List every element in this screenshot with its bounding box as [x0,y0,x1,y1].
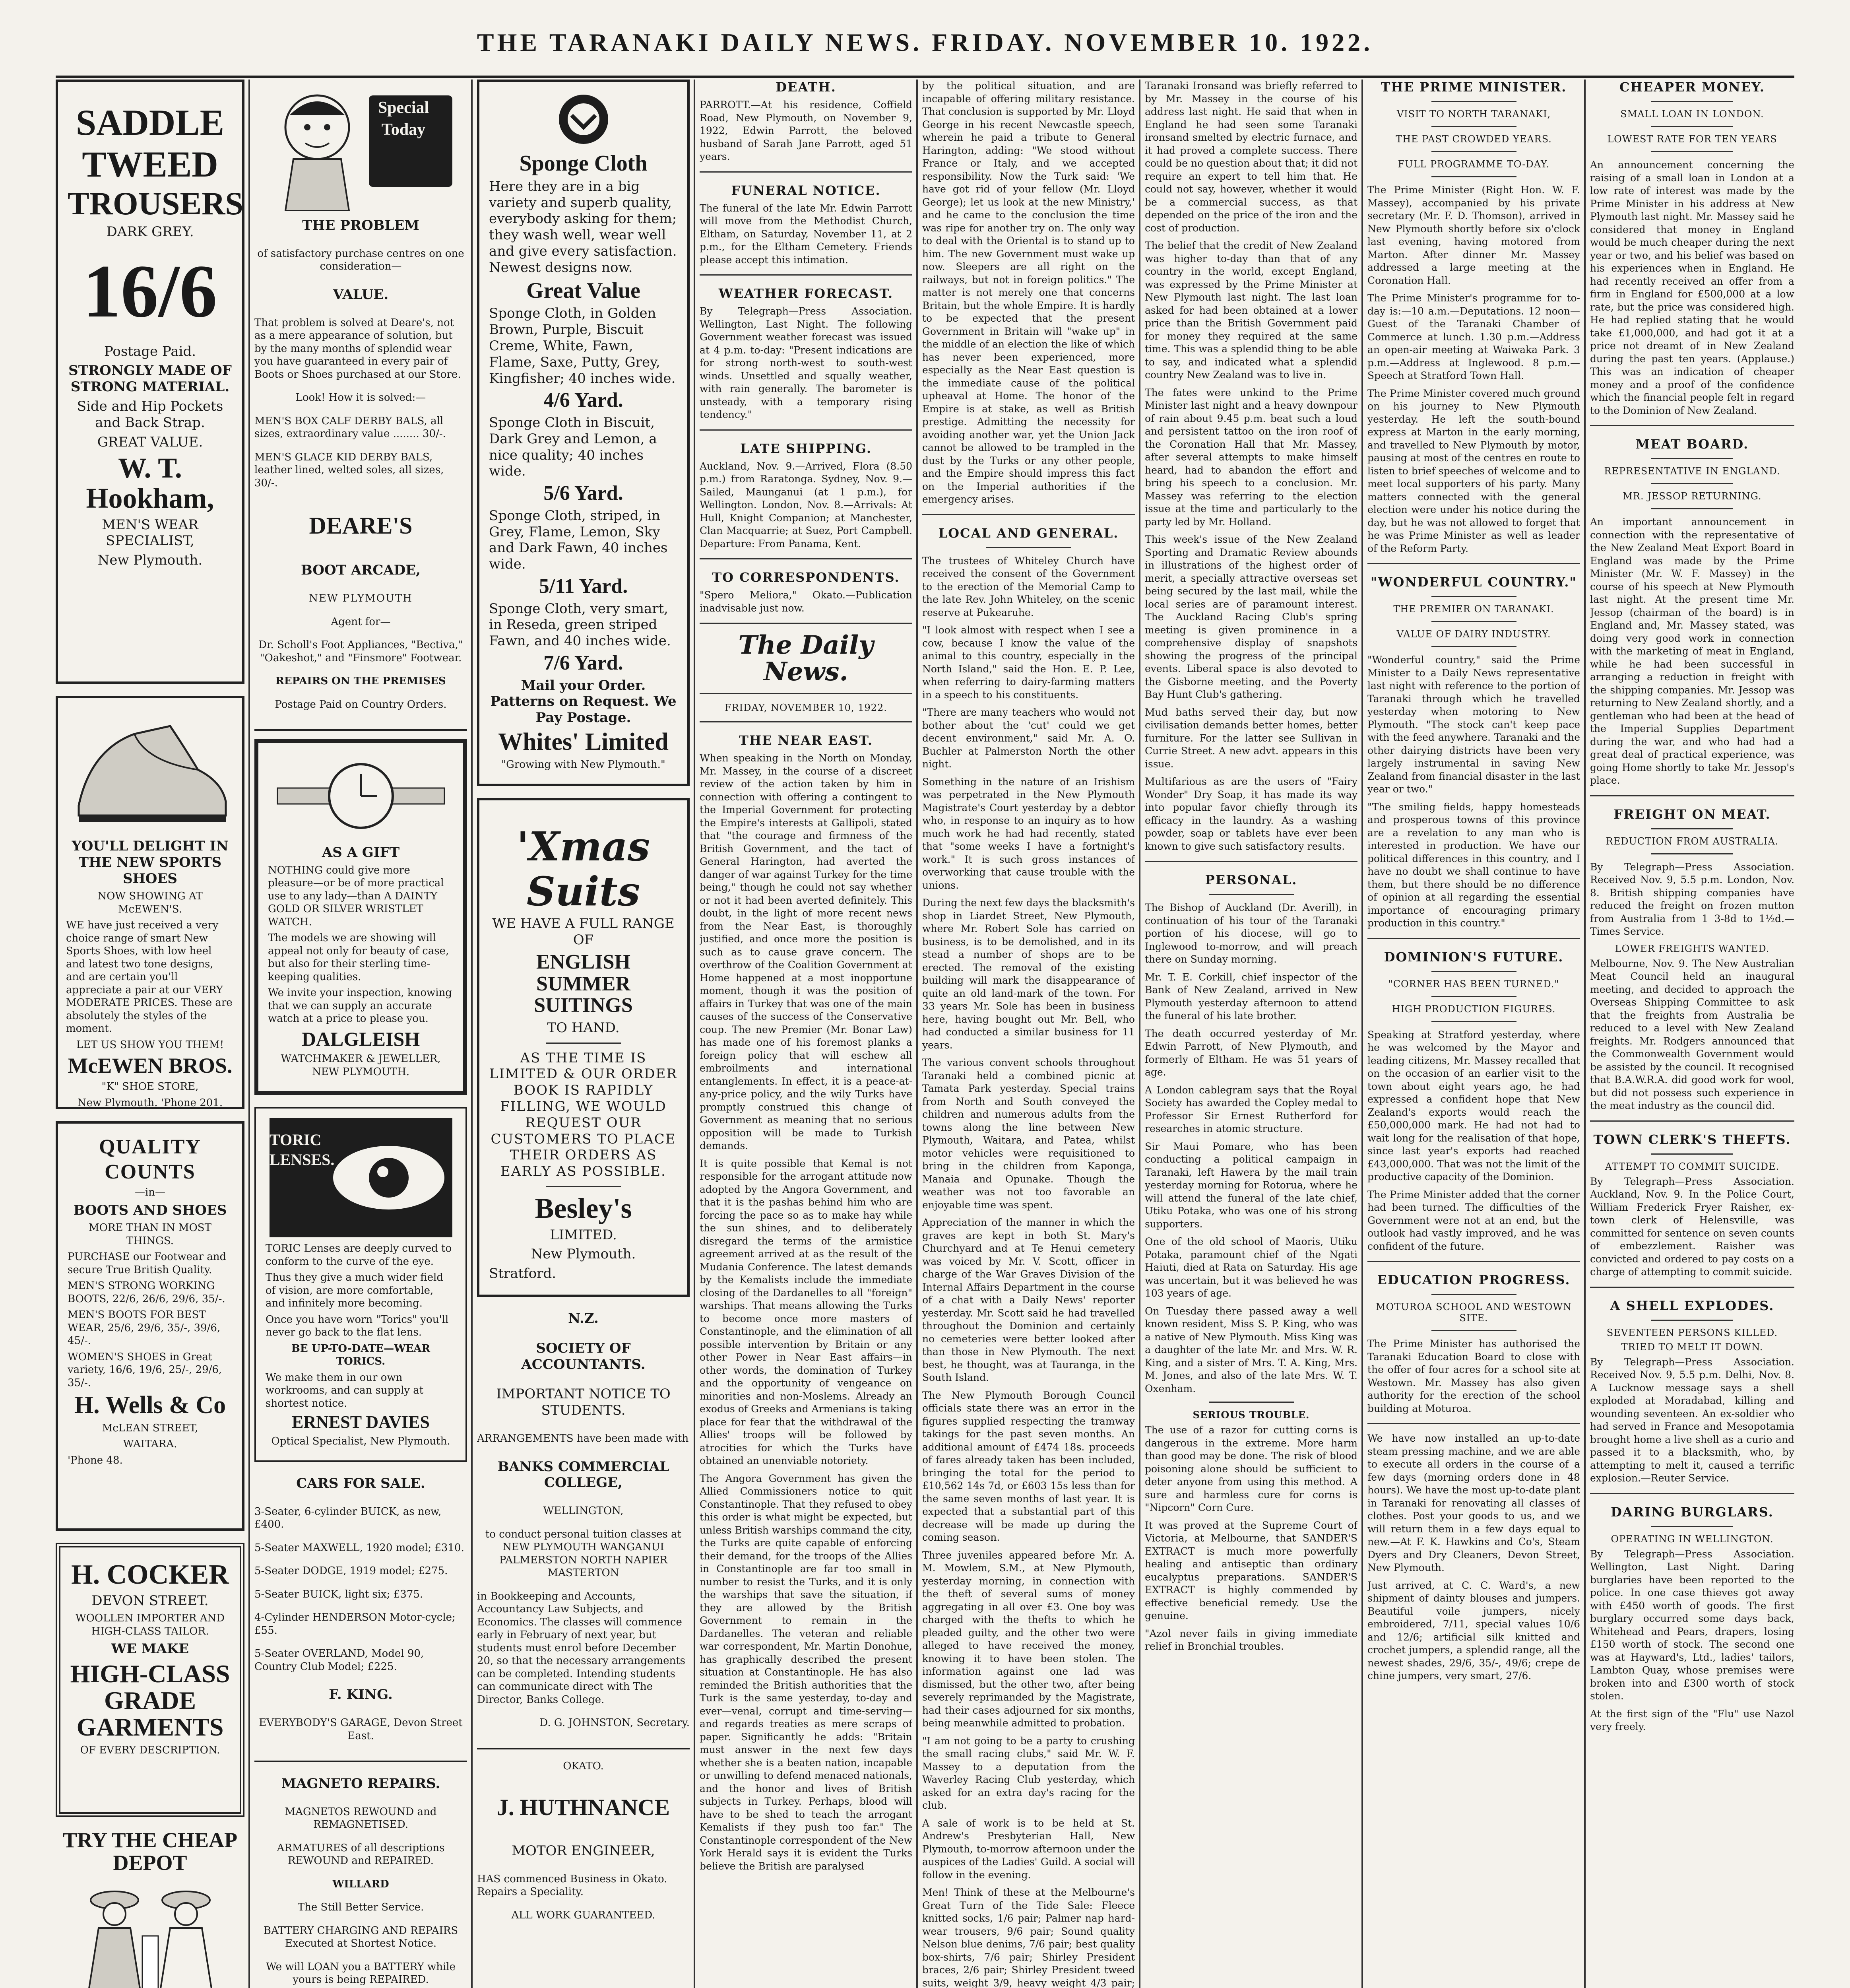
column-rule [1361,80,1363,1988]
ad-text: Look! How it is solved:— [295,392,426,404]
divider [1367,1261,1580,1262]
section-heading: TOWN CLERK'S THEFTS. [1593,1132,1791,1147]
ad-text: The models we are showing will appeal not only for beauty of case, but also for their sterling time-keeping qualities. [268,932,449,983]
article-text: "Wonderful country," said the Prime Minister to a Daily News representative last night with reference to the portion of Taranaki through which he travelled yesterday when motoring to New Plymouth. "The stock can't keep pace with the feed anywhere. Taranaki and the other dairying districts have been very largely instrumental in saving New Zealand from financial disaster in the last year or two." [1367,654,1580,795]
section-heading: LATE SHIPPING. [740,441,872,456]
ad-text: LIMITED. [550,1227,617,1243]
ad-text: Side and Hip Pockets and Back Strap. [77,398,223,431]
subheading: OPERATING IN WELLINGTON. [1611,1533,1774,1545]
divider [1651,151,1733,152]
article-text: Melbourne, Nov. 9. The New Australian Meat Council held an inaugural meeting, and decided to approach the Overseas Shipping Committee to ask that the freights from Australia be reduced to a level with New Zealand freights. Mr. Rodgers announced that the Commonwealth Government would be assisted by the council. It recognised that B.A.W.R.A. did good work for wool, but did not possess such experience in the meat industry as the council did. [1590,957,1794,1111]
article-text: By Telegraph—Press Association. Auckland, Nov. 9. In the Police Court, William Frederick Fryer Raisher, ex-town clerk of Helensville, was committed for sentence on seven counts of embezzlement. Raisher was convicted and ordered to pay costs on a charge of attempting to commit suicide. [1590,1175,1794,1277]
column-rule [471,80,473,1988]
advertiser-name: ERNEST DAVIES [292,1412,430,1432]
ad-text: WELLINGTON, [543,1505,624,1517]
ad-text: WE have just received a very choice range of smart New Sports Shoes, with low heel and latest two tone designs, and are certain you'll appreciate a pair at our VERY MODERATE PRICES. These are absolutely the styles of the moment. [66,919,233,1035]
column-rule [916,80,918,1988]
divider [1651,508,1733,509]
article-text: The belief that the credit of New Zealand was higher to-day than that of any country in the world, except England, was expressed by the Prime Minister at New Plymouth last night. The last loan asked for had been obtained at a lower price than the British Government paid for money they required at the same time. This was a splendid thing to be able to say, and indicated what a splendid country New Zealand was to live in. [1145,240,1357,381]
mcewen-advert [56,696,244,1109]
section-heading: EDUCATION PROGRESS. [1377,1272,1571,1287]
article-text: Sir Maui Pomare, who has been conducting a political campaign in Taranaki, left Hawera by the mail train yesterday morning for Rotorua, where he will attend the funeral of the late chief, Utiku Potaka, who was one of his strong supporters. [1145,1140,1357,1230]
column-rule [248,80,250,1988]
divider [1590,1493,1794,1494]
article-text: Appreciation of the manner in which the graves are kept in both St. Mary's Churchyard and at Te Henui cemetery was voiced by Mr. V. Scott, officer in charge of the War Graves Division of the Internal Affairs Department in the course of a chat with a Daily News' reporter yesterday. Mr. Scott said he had travelled throughout the Dominion and certainly no cemeteries were better looked after than those in New Plymouth. The next best, he thought, was at Tauranga, in the South Island. [922,1217,1135,1383]
ad-text: ALL WORK GUARANTEED. [511,1909,655,1921]
subheading: LOWEST RATE FOR TEN YEARS [1607,134,1777,145]
ad-text: in Bookkeeping and Accounts, Accountancy Law Subjects, and Economics. The classes will commence early in February of next year, but students must enrol before December 20, so that the necessary arrangements can be completed. Intending students can communicate direct with The Director, Banks College. [477,1590,685,1706]
divider [1431,621,1516,622]
article-text: The Prime Minister covered much ground on his journey to New Plymouth yesterday. He left the south-bound express at Marton in the early morning, and travelled to New Plymouth by motor, pausing at most of the centres en route to listen to brief speeches of welcome and to meet local supporters of his party. Many matters connected with the general election were under his notice during the day, but he was not allowed to forget that he was Prime Minister as well as leader of the Reform Party. [1367,387,1580,554]
divider [700,721,912,722]
ad-text: WE MAKE [111,1641,189,1657]
divider [1431,646,1516,647]
ad-headline: QUALITY [99,1136,201,1158]
ad-text: VALUE. [333,286,389,303]
article-text: The death occurred yesterday of Mr. Edwin Parrott, of New Plymouth, and formerly of Eltham. He was 51 years of age. [1145,1027,1357,1078]
ad-text: REPAIRS ON THE PREMISES [275,675,446,687]
article-text: It was proved at the Supreme Court of Victoria, at Melbourne, that SANDER'S EXTRACT is much more powerfully healing and antiseptic than ordinary eucalyptus preparations. SANDER'S EXTRACT is highly commended by effective beneficial remedy. Use the genuine. [1145,1519,1357,1621]
article-text: Just arrived, at C. C. Ward's, a new shipment of dainty blouses and jumpers. Beautiful voile jumpers, nicely embroidered, 7/11, special values 10/6 and 12/6; artificial silk knitted and crochet jumpers, a splendid range, all the newest shades, 29/6, 35/-, 49/6; crepe de chine jumpers, very smart, 27/6. [1367,1579,1580,1681]
ad-text: That problem is solved at Deare's, not as a mere appearance of solution, but by the many months of splendid wear you have guaranteed in every pair of Boots or Shoes purchased at our Store. [254,316,461,381]
article-text: Something in the nature of an Irishism was perpetrated in the New Plymouth Magistrate's Court yesterday by a debtor who, in response to an inquiry as to how much work he had had recently, stated that "some weeks I have a fortnight's work." It is such gross instances of overworking that cause trouble with the unions. [922,776,1135,891]
column-7 [1367,80,1580,1988]
ad-text: AS THE TIME IS LIMITED & OUR ORDER BOOK IS RAPIDLY FILLING, WE WOULD REQUEST OUR CUSTOMERS TO PLACE THEIR ORDERS AS EARLY AS POSSIBLE. [489,1050,677,1180]
ad-text: Dr. Scholl's Foot Appliances, "Bectiva," "Oakeshot," and "Finsmore" Footwear. [258,639,463,664]
leader-heading: THE NEAR EAST. [739,733,873,748]
ad-text: BANKS COMMERCIAL COLLEGE, [497,1458,669,1491]
article-text: At the first sign of the "Flu" use Nazol very freely. [1590,1708,1794,1732]
shoe-illustration [67,702,234,833]
advertiser-name: J. HUTHNANCE [496,1794,670,1821]
advertiser-name: Besley's [535,1192,632,1225]
ad-headline: TRY THE CHEAP DEPOT [62,1828,238,1875]
ad-text: WOOLLEN IMPORTER AND HIGH-CLASS TAILOR. [75,1612,225,1637]
advertiser-name: DALGLEISH [301,1027,420,1050]
article-text: Multifarious as are the users of "Fairy Wonder" Dry Soap, it has made its way into popular favor chiefly through its efficacy in the laundry. As a washing powder, soap or tablets have ever been known to give such satisfactory results. [1145,776,1357,852]
section-heading: TO CORRESPONDENTS. [712,570,900,585]
advertiser-name: McEWEN BROS. [68,1054,233,1078]
ad-headline: Suits [526,868,640,915]
price: 16/6 [83,250,217,334]
ad-text: to conduct personal tuition classes at NEW PLYMOUTH WANGANUI PALMERSTON NORTH NAPIER MASTERTON [485,1528,682,1579]
article-text: "Azol never fails in giving immediate relief in Bronchial troubles. [1145,1627,1357,1652]
ad-text: PURCHASE our Footwear and secure True British Quality. [68,1251,227,1276]
ad-text: Once you have worn "Torics" you'll never go back to the flat lens. [266,1313,449,1339]
davies-advert [254,1107,467,1462]
ad-text: WAITARA. [123,1438,177,1450]
ad-text: MAGNETOS REWOUND and REMAGNETISED. [285,1806,437,1831]
article-text: When speaking in the North on Monday, Mr. Massey, in the course of a discreet review of the action taken by him in connection with offering a contingent to the Imperial Government for protecting the Empire's interests at Gallipoli, stated that "the courage and firmness of the British Government, and the tact of General Harington, had averted the danger of war against Turkey for the time being," though he could not say whether or not it had been averted definitely. This doubt, in the light of more recent news from the Near East, is thoroughly justified, and once more the position is such as to cause grave concern. The overthrow of the Coalition Government at Home happened at a most inopportune moment, though it was the position of affairs in Turkey that was one of the main causes of the success of the Conservative coup. The new Premier (Mr. Bonar Law) has made one of his foremost planks a foreign policy that will eschew all embroilments and international entanglements. In effect, it is a peace-at-any-price policy, and the wily Turks have promptly construed this change of Government as meaning that no serious opposition will be made to Turkish demands. [700,752,912,1152]
ad-text: Postage Paid. [104,343,196,359]
ad-headline: YOU'LL DELIGHT IN THE NEW SPORTS SHOES [72,838,229,887]
ad-headline: SADDLE [76,102,225,143]
ad-headline: LENSES. [270,1151,335,1169]
ad-text: New Plymouth. [531,1246,636,1262]
article-text: A sale of work is to be held at St. Andrew's Presbyterian Hall, New Plymouth, to-morrow afternoon under the auspices of the Ladies' Guild. A social will follow in the evening. [922,1817,1135,1881]
subheading: ATTEMPT TO COMMIT SUICIDE. [1605,1161,1780,1172]
article-text: A London cablegram says that the Royal Society has awarded the Copley medal to Professor Sir Ernest Rutherford for researches in atomic structure. [1145,1084,1357,1134]
ad-text: We make them in our own workrooms, and can supply at shortest notice. [266,1371,424,1409]
ad-text: BE UP-TO-DATE—WEAR TORICS. [291,1342,431,1368]
article-text: "I look almost with respect when I see a cow, because I know the value of the animal to this country, especially in the North Island," said the Hon. E. P. Lee, when referring to dairy-farming matters in a speech to his constituents. [922,624,1135,701]
divider [1367,563,1580,564]
price: 5/6 Yard. [543,482,623,505]
divider [1431,996,1516,997]
ad-text: "Growing with New Plymouth." [501,758,665,771]
ad-text: Sponge Cloth, very smart, in Reseda, green striped Fawn, and 40 inches wide. [489,600,671,649]
divider [1431,126,1516,127]
ad-headline: ENGLISH SUMMER SUITINGS [534,951,633,1017]
ad-headline: Sponge Cloth [519,151,648,176]
divider [1431,1330,1516,1331]
ad-text: MEN'S BOOTS FOR BEST WEAR, 25/6, 29/6, 35/-, 39/6, 45/-. [68,1309,221,1347]
section-heading: FREIGHT ON MEAT. [1613,806,1771,822]
ad-text: OKATO. [563,1760,604,1772]
advertiser-name: H. Wells & Co [74,1392,226,1419]
ad-text: MEN'S WEAR SPECIALIST, [102,516,198,549]
subheading: SEVENTEEN PERSONS KILLED. [1606,1327,1778,1338]
price: 7/6 Yard. [543,651,623,674]
article-text: Three juveniles appeared before Mr. A. M. Mowlem, S.M., at New Plymouth, yesterday morning, in connection with the theft of several sums of money aggregating in all over £3. One boy was charged with the thefts to which he pleaded guilty, and the other two were alleged to have received the money, knowing it to have been stolen. The information against one lad was dismissed, but the other two, after being severely reprimanded by the Magistrate, had their cases adjourned for six months, being meanwhile admitted to probation. [922,1549,1135,1729]
column-rule [1139,80,1140,1988]
column-6 [1145,80,1357,1988]
ad-text: IMPORTANT NOTICE TO STUDENTS. [496,1386,671,1419]
ad-headline: Great Value [526,278,640,303]
sign-text: Special Today [378,99,429,139]
divider [700,623,912,624]
ad-text: ARRANGEMENTS have been made with [477,1433,689,1444]
divider [1431,596,1516,597]
dalgleish-advert [254,739,467,1095]
subheading: "CORNER HAS BEEN TURNED." [1388,978,1559,990]
notice-text: By Telegraph—Press Association. Wellington, Last Night. The following Government weather forecast was issued at 4 p.m. to-day: "Present indications are for strong north-west to south-west winds. Unsettled and squally weather, with rain generally. The barometer is unsteady, with a temporary rising tendency." [700,305,912,420]
divider [1651,101,1733,102]
column-4 [700,80,912,1988]
ad-text: WE HAVE A FULL RANGE OF [492,916,675,948]
section-heading: DEATH. [776,80,836,95]
ad-headline: 'Xmas [516,823,650,870]
divider [1367,1423,1580,1424]
article-text: Mud baths served their day, but now civilisation demands better homes, better furniture. For the latter see Sullivan in Currie Street. A new advt. appears in this issue. [1145,706,1357,770]
ad-text: STRONGLY MADE OF STRONG MATERIAL. [68,363,232,395]
divider [1651,483,1733,484]
ad-headline: HIGH-CLASS GRADE GARMENTS [70,1660,230,1741]
notice-text: Auckland, Nov. 9.—Arrived, Flora (8.50 p.m.) from Raratonga. Sydney, Nov. 9.—Sailed, Maunganui (at 1 p.m.), for Wellington. London, Nov. 8.—Arrivals: At Hull, Knight Companion; at Manchester, Clan Macquarrie; at Suez, Port Campbell. Departure: From Panama, Kent. [700,460,912,549]
ad-text: MEN'S BOX CALF DERBY BALS, all sizes, extraordinary value ........ 30/-. [254,415,446,440]
car-item: 5-Seater BUICK, light six; £375. [254,1588,423,1600]
subheading: REDUCTION FROM AUSTRALIA. [1606,835,1779,847]
divider [1431,971,1516,972]
article-text: This week's issue of the New Zealand Sporting and Dramatic Review abounds in illustrations of the highest order of merit, a specially attractive overseas set being secured by the last mail, while the local series are of paramount interest. The Auckland Racing Club's spring meeting is given prominence in a comprehensive display of snapshots showing the progress of the principal events. Liberal space is also devoted to the Gisborne meeting, and the Poverty Bay Hunt Club's gathering. [1145,534,1357,700]
article-text: The Bishop of Auckland (Dr. Averill), in continuation of his tour of the Taranaki portion of his diocese, will go to Inglewood to-morrow, and will preach there on Sunday morning. [1145,902,1357,965]
hookham-advert [56,80,244,684]
subheading: LOWER FREIGHTS WANTED. [1615,943,1770,954]
ad-text: WATCHMAKER & JEWELLER, NEW PLYMOUTH. [281,1053,441,1078]
article-text: Men! Think of these at the Melbourne's Great Turn of the Tide Sale: Fleece knitted socks, 1/6 pair; Palmer nap hard-wear trousers, 9/6 pair; Sound quality Nelson blue denims, 7/6 pair; best quality box-shirts, 7/6 pair; Shirley President braces, 2/6 pair; Shirley President tweed suits, weight 3/9, heavy weight 4/3 pair; [922,1887,1135,1988]
article-text: Mr. T. E. Corkill, chief inspector of the Bank of New Zealand, arrived in New Plymouth yesterday afternoon to attend the funeral of his late brother. [1145,971,1357,1021]
divider [1431,1021,1516,1022]
ad-text: Mail your Order. Patterns on Request. We Pay Postage. [490,677,677,726]
divider [1651,1526,1733,1527]
cars-advert [254,1475,467,1762]
divider [1651,828,1733,829]
article-text: The Prime Minister has authorised the Taranaki Education Board to close with the offer of four acres for a school site at Westown. Mr. Massey has also given authority for the erection of the school building at Moturoa. [1367,1338,1580,1414]
section-heading: MEAT BOARD. [1635,437,1749,452]
advertiser-name: H. COCKER [71,1559,229,1590]
article-text: We have now installed an up-to-date steam pressing machine, and we are able to execute all orders in the course of a few days (morning orders done in 48 hours). We have the most up-to-date plant in Taranaki for renovating all classes of clothes. Post your goods to us, and we will return them in a few days equal to new.—At F. K. Hawkins and Co's, Steam Dyers and Dry Cleaners, Devon Street, New Plymouth. [1367,1433,1580,1573]
article-text: The Prime Minister (Right Hon. W. F. Massey), accompanied by his private secretary (Mr. F. D. Thomson), arrived in New Plymouth shortly before six o'clock last evening, having motored from Marton. After dinner Mr. Massey addressed a large meeting at the Coronation Hall. [1367,184,1580,286]
subheading: TRIED TO MELT IT DOWN. [1621,1341,1763,1353]
divider [1651,126,1733,127]
ad-text: BATTERY CHARGING AND REPAIRS Executed at Shortest Notice. [263,1924,458,1950]
notice-text: "Spero Meliora," Okato.—Publication inadvisable just now. [700,589,912,614]
column-8 [1590,80,1794,1988]
ad-text: NEW PLYMOUTH [309,592,413,605]
ad-text: WILLARD [332,1878,389,1890]
article-text: The various convent schools throughout Taranaki held a combined picnic at Tamata Park yesterday. Special trains from North and South conveyed the children and numerous adults from the towns along the line between New Plymouth, Waitara, and Patea, whilst motor vehicles were requisitioned to bring in the children from Kaponga, Manaia and Opunake. Though the weather was not too favorable an enjoyable time was spent. [922,1057,1135,1211]
divider [1431,176,1516,177]
article-text: "The smiling fields, happy homesteads and prosperous towns of this province are a revelation to any man who is interested in production. We have our political differences in this country, and I have no doubt we shall continue to have them, but there should be no difference of opinion at all regarding the essential importance of encouraging primary production in this country." [1367,801,1580,929]
ad-text: DEVON STREET. [91,1592,209,1609]
ad-text: OF EVERY DESCRIPTION. [80,1744,220,1756]
divider [1651,1153,1733,1155]
subheading: THE PAST CROWDED YEARS. [1396,134,1552,145]
advertiser-name: Whites' Limited [498,728,669,755]
ad-headline: COUNTS [105,1160,196,1183]
ad-text: —in— [134,1186,166,1199]
ad-text: LET US SHOW YOU THEM! [76,1039,224,1051]
article-text: "I am not going to be a party to crushing the small racing clubs," said Mr. W. F. Massey to a deputation from the Waverley Racing Club yesterday, which asked for an extra day's racing for the club. [922,1735,1135,1811]
divider [1590,1120,1794,1122]
ad-text: New Plymouth. [97,552,203,569]
ad-text: We will LOAN you a BATTERY while yours is being REPAIRED. [266,1961,456,1986]
divider [1367,938,1580,939]
magneto-advert [254,1776,467,1988]
ad-text: MORE THAN IN MOST THINGS. [89,1222,211,1247]
ad-text: Postage Paid on Country Orders. [275,698,447,711]
subheading: REPRESENTATIVE IN ENGLAND. [1604,466,1780,477]
section-heading: PERSONAL. [1205,872,1297,887]
ad-text: "K" SHOE STORE, [101,1081,199,1093]
advertiser-name: F. KING. [329,1687,393,1703]
ad-text: ARMATURES of all descriptions REWOUND and REPAIRED. [277,1842,445,1867]
article-text: During the next few days the blacksmith's shop in Liardet Street, New Plymouth, where Mr. Robert Sole has carried on business, is to be demolished, and in its stead a number of shops are to be erected. The removal of the existing building will mark the disappearance of quite an old land-mark of the town. For 33 years Mr. Sole has been in business here, having bought out Mr. Bell, who had conducted a similar business for 11 years. [922,897,1135,1051]
ad-text: MEN'S GLACE KID DERBY BALS, leather lined, welted soles, all sizes, 30/-. [254,451,444,489]
ad-headline: TORIC [270,1131,322,1149]
subheading: HIGH PRODUCTION FIGURES. [1392,1003,1556,1015]
divider [1431,151,1516,152]
notice-text: PARROTT.—At his residence, Coffield Road, New Plymouth, on November 9, 1922, Edwin Parrott, the beloved husband of Sarah Jane Parrott, aged 51 years. [700,99,912,162]
car-item: 5-Seater MAXWELL, 1920 model; £310. [254,1541,464,1554]
ad-text: Thus they give a much wider field of vision, are more comfortable, and infinitely more becoming. [266,1272,443,1310]
article-text: The fates were unkind to the Prime Minister last night and a heavy downpour of rain about 9.45 p.m. beat such a loud and persistent tattoo on the iron roof of the Coronation Hall that Mr. Massey, after several attempts to make himself heard, had to abandon the effort and bring his speech to a conclusion. Mr. Massey was referring to the election issue at the time and particularly to the party led by Mr. Holland. [1145,386,1357,528]
divider [922,514,1135,515]
divider [700,274,912,276]
article-text: The use of a razor for cutting corns is dangerous in the extreme. More harm than good may be done. The risk of blood poisoning alone should be sufficient to deter anyone from using this method. A sure and harmless cure for corns is "Nipcorn" Corn Cure. [1145,1424,1357,1513]
article-text: The trustees of Whiteley Church have received the consent of the Government to the erection of the Memorial Camp to the late Rev. John Whiteley, on the scenic reserve at Pukearuhe. [922,555,1135,618]
ad-headline: AS A GIFT [322,845,400,861]
ad-headline: TROUSERS [68,185,244,222]
section-heading: A SHELL EXPLODES. [1610,1298,1774,1313]
masthead: THE TARANAKI DAILY NEWS. FRIDAY. NOVEMBER 10. 1922. [477,28,1373,56]
divider [700,558,912,559]
divider [1209,1402,1294,1403]
cocker-advert [56,1543,244,1817]
ad-text: Sponge Cloth in Biscuit, Dark Grey and Lemon, a nice quality; 40 inches wide. [489,414,657,480]
divider [1651,1320,1733,1321]
divider [1145,861,1357,862]
article-text: An important announcement in connection with the representative of the New Zealand Meat Export Board in England was made by the Prime Minister (Mr. W. F. Massey) in the course of his speech at New Plymouth last night. At the present time Mr. Jessop (chairman of the board) is in England and, Mr. Massey stated, was doing very good work in connection with the marketing of meat in England, while he had been successful in arranging a reduction in freight with the shipping companies. Mr. Jessop was returning to New Zealand shortly, and a gentleman who had been at the head of the Imperial Supplies Department during the war, and who had had a great deal of practical experience, was going Home shortly to take Mr. Jessop's place. [1590,516,1794,786]
huthnance-advert [477,1760,690,1922]
ad-text: BOOTS AND SHOES [73,1202,227,1218]
besley-advert [477,798,690,1297]
ad-text: TO HAND. [547,1019,620,1036]
subheading: VALUE OF DAIRY INDUSTRY. [1396,629,1551,640]
article-text: An announcement concerning the raising of a small loan in London at a low rate of interest was made by the Prime Minister in his address at New Plymouth last night. Mr. Massey said he considered that money in England would be much cheaper during the next year or two, and his belief was based on his experiences when in England. He had recently received an offer from a firm in England for £500,000 at a low rate, but the price was considered high. He had replied stating that he would take £1,000,000, and had got it at a price not dreamt of in New Zealand during the past ten years. (Applause.) This was an indication of cheaper money and a proof of the confidence which the financial people felt in regard to the Dominion of New Zealand. [1590,159,1794,416]
section-heading: WEATHER FORECAST. [718,286,894,301]
article-text: Speaking at Stratford yesterday, where he was welcomed by the Mayor and leading citizens, Mr. Massey recalled that on the occasion of an earlier visit to the town about eight years ago, he had expressed a confident hope that New Zealand's exports would reach the £50,000,000 mark. He had not had to wait long for the realisation of that hope, since last year's exports had reached £43,000,000. That was not the limit of the productive capacity of the Dominion. [1367,1029,1580,1182]
masthead-rule [56,76,1794,78]
ad-headline: MAGNETO REPAIRS. [281,1776,440,1792]
article-text: Taranaki Ironsand was briefly referred to by Mr. Massey in the course of his address last night. He said that when in England he had seen some Taranaki ironsand smelted by electric furnace, and it had proved a complete success. There could be no question about that; it did not require an expert to tell him that. He could not say, however, whether it would be a commercial success, as that depended on the price of the iron and the cost of production. [1145,80,1357,234]
section-heading: LOCAL AND GENERAL. [938,525,1119,541]
article-text: It is quite possible that Kemal is not responsible for the arrogant attitude now adopted by the Angora Government, and that it is the pashas behind him who are forcing the pace so as to make hay while the sun shines, and to deliberately disregard the terms of the armistice agreement arrived at as the result of the Mudania Conference. The latest demands by the Kemalists include the immediate closing of the Dardanelles to all "foreign" warships. That means allowing the Turks to become once more masters of Constantinople, and the elimination of all possible intervention by Britain or any other Power in Near East affairs—in other words, the domination of Turkey and the opportunity of vengeance on minorities and non-Moslems. Already an exodus of Greeks and Armenians is taking place for fear that the withdrawal of the Allies' troops will be followed by atrocities for which the Turks have obtained an unenviable notoriety. [700,1157,912,1467]
car-item: 5-Seater DODGE, 1919 model; £275. [254,1565,448,1577]
ad-text: NOW SHOWING AT McEWEN'S. [97,890,203,915]
ad-text: The Still Better Service. [297,1901,424,1914]
ad-text: 'Phone 48. [68,1454,123,1466]
whites-service-emblem [556,91,611,147]
car-item: 3-Seater, 6-cylinder BUICK, as new, £400. [254,1505,442,1531]
deare-advert [254,80,467,731]
article-text: "There are many teachers who would not bother about the 'cut' could we get decent environment," said Mr. A. O. Buchler at Palmerston North the other night. [922,707,1135,770]
section-heading: THE PRIME MINISTER. [1381,80,1567,95]
ad-text: Stratford. [489,1266,557,1282]
ad-text: MOTOR ENGINEER, [512,1842,655,1859]
issue-date: FRIDAY, NOVEMBER 10, 1922. [725,702,887,714]
ad-text: New Plymouth. 'Phone 201. [77,1097,223,1109]
ad-text: HAS commenced Business in Okato. Repairs a Speciality. [477,1873,667,1898]
paper-nameplate: The Daily News. [738,630,874,687]
article-text: One of the old school of Maoris, Utiku Potaka, paramount chief of the Ngati Haiuti, died at Rata on Saturday. His age was uncertain, but it was believed he was 103 years of age. [1145,1236,1357,1299]
ladies-illustration [67,1876,234,1988]
divider [1590,795,1794,796]
article-text: The Angora Government has given the Allied Commissioners notice to quit Constantinople. That they refused to obey this order is what might be expected, but unless British warships command the city, the Turks are quite capable of enforcing their demand, for the troops of the Allies in Constantinople are far too small in number to resist the Turks, and it is only the warships that save the situation, if they are allowed by the British Government to remain in the Dardanelles. The veteran and reliable war correspondent, Mr. Martin Donohue, has graphically described the present situation at Constantinople. He has also reminded the British authorities that the Turk is the same yesterday, to-day and ever—venal, corrupt and time-serving—and regards treaties as mere scraps of paper. Significantly he adds: "Britain must answer in the next few days whether she is a beaten nation, incapable or unwilling to defend menaced nationals, and the honor and lives of British subjects in Turkey. Perhaps, blood will have to be shed to teach the arrogant Kemalists if they push too far." The Constantinople correspondent of the New York Herald says it is evident the Turks believe the British are paralysed [700,1472,912,1872]
column-5 [922,80,1135,1988]
ad-headline: SOCIETY OF ACCOUNTANTS. [521,1340,646,1373]
subheading: MOTUROA SCHOOL AND WESTOWN SITE. [1375,1301,1572,1324]
lepage-advert [56,1829,244,1988]
divider [546,1043,621,1044]
advertiser-name: W. T. Hookham, [86,452,214,514]
section-heading: DOMINION'S FUTURE. [1384,949,1564,965]
ad-text: Agent for— [331,615,391,628]
divider [1431,101,1516,102]
price: 4/6 Yard. [543,389,623,412]
notice-text: The funeral of the late Mr. Edwin Parrott will move from the Methodist Church, Eltham, on Saturday, November 11, at 2 p.m., for the Eltham Cemetery. Friends please accept this intimation. [700,202,912,266]
section-heading: SERIOUS TROUBLE. [1193,1409,1310,1421]
section-heading: DARING BURGLARS. [1611,1504,1774,1520]
article-text: By Telegraph—Press Association. Received Nov. 9, 5.5 p.m. Delhi, Nov. 8. A Lucknow message says a shell exploded at Moradabad, killing and wounding seventeen. An ex-soldier who had served in France and Mesopotamia brought home a live shell as a curio and passed it to a blacksmith, who, by attempting to melt it, caused a terrific explosion.—Reuter Service. [1590,1356,1794,1484]
divider [1651,853,1733,854]
article-text: by the political situation, and are incapable of offering military resistance. That conclusion is supported by Mr. Lloyd George in his recent Newcastle speech, wherein he paid a tribute to General Harington, adding: "We stood without France or Italy, and we accepted responsibility. Now the Turk said: 'We have got rid of your fellow (Mr. Lloyd George); let us look at the new Ministry,' and he came to the conclusion the time was ripe for another try on. The only way to deal with the Oriental is to stand up to him. The new Government must wake up now. Sleepers are all right on the railways, but not in foreign politics." The matter is not merely one that concerns Britain, but the whole Empire. It is hardly to be expected that the present Government in Britain will "wake up" in the middle of an election the like of which has never been experienced, more especially as the Near East question is the immediate cause of the political upheaval at Home. The honor of the Empire is at stake, as well as British prestige. Admitting the necessity for avoiding another war, yet the Union Jack cannot be allowed to be trampled in the dust by the Turks or any other people, and the Empire should impress this fact on the Imperial authorities if the emergency arises. [922,80,1135,505]
section-heading: CHEAPER MONEY. [1619,80,1765,95]
ad-text: WOMEN'S SHOES in Great variety, 16/6, 19/6, 25/-, 29/6, 35/-. [68,1351,222,1389]
wells-advert [56,1121,244,1531]
subheading: SMALL LOAN IN LONDON. [1620,109,1764,120]
price: 5/11 Yard. [539,575,628,598]
salesman-illustration [262,80,460,211]
ad-text: BOOT ARCADE, [301,562,421,579]
ad-text: Optical Specialist, New Plymouth. [271,1435,450,1447]
divider [1209,894,1294,895]
ad-text: MEN'S STRONG WORKING BOOTS, 22/6, 26/6, 29/6, 35/-. [68,1280,225,1305]
ad-text: We invite your inspection, knowing that we can supply an accurate watch at a price to please you. [268,987,452,1025]
ad-headline: TWEED [82,144,218,184]
column-1 [56,80,244,1988]
watch-illustration [273,752,448,840]
subheading: THE PREMIER ON TARANAKI. [1393,604,1554,615]
ad-text: Sponge Cloth, striped, in Grey, Flame, Lemon, Sky and Dark Fawn, 40 inches wide. [489,507,668,573]
car-item: 4-Cylinder HENDERSON Motor-cycle; £55. [254,1611,456,1637]
divider [700,429,912,431]
divider [1590,425,1794,426]
subheading: VISIT TO NORTH TARANAKI, [1396,109,1551,120]
subheading: MR. JESSOP RETURNING. [1623,491,1762,502]
column-rule [694,80,695,1988]
subheading: FULL PROGRAMME TO-DAY. [1398,159,1550,170]
section-heading: "WONDERFUL COUNTRY." [1370,575,1577,590]
ad-text: EVERYBODY'S GARAGE, Devon Street East. [259,1717,463,1742]
section-heading: FUNERAL NOTICE. [731,182,881,198]
article-text: By Telegraph—Press Association. Received Nov. 9, 5.5 p.m. London, Nov. 8. British shipping companies have reduced the freight on frozen mutton from Australia from 1 3-8d to 1½d.—Times Service. [1590,861,1794,937]
divider [1431,1294,1516,1295]
ad-text: DARK GREY. [106,224,194,240]
advertiser-name: DEARE'S [309,513,413,539]
ad-text: Sponge Cloth, in Golden Brown, Purple, Biscuit Creme, White, Fawn, Flame, Saxe, Putty, Grey, Kingfisher; 40 inches wide. [489,305,676,386]
accountants-advert [477,1310,690,1749]
ad-text: N.Z. [568,1310,599,1327]
article-text: By Telegraph—Press Association. Wellington, Last Night. Daring burglaries have been reported to the police. In one case thieves got away with £450 worth of goods. The first burglary occurred some days back, Whitehead and Pears, drapers, losing £150 worth of stock. The second one was at Hayward's, Ltd., ladies' tailors, Lambton Quay, whose premises were broken into and £300 worth of stock stolen. [1590,1548,1794,1702]
divider [1590,1287,1794,1288]
ad-text: NOTHING could give more pleasure—or be of more practical use to any lady—than A DAINTY GOLD OR SILVER WRISTLET WATCH. [268,864,444,928]
ad-headline: THE PROBLEM [302,217,419,234]
article-text: The Prime Minister added that the corner had been turned. The difficulties of the Government were not at an end, but the outlook had vastly improved, and he was confident of the future. [1367,1188,1580,1252]
article-text: On Tuesday there passed away a well known resident, Miss S. P. King, who was a native of New Plymouth. Miss King was a daughter of the late Mr. and Mrs. W. R. King, and a sister of Mrs. T. A. King, Mrs. M. Jones, and also of the late Mrs. W. T. Oxenham. [1145,1305,1357,1394]
ad-text: TORIC Lenses are deeply curved to conform to the curve of the eye. [266,1242,452,1268]
divider [546,1186,621,1187]
ad-text: D. G. JOHNSTON, Secretary. [539,1717,690,1729]
column-3 [477,80,690,1988]
divider [700,693,912,694]
divider [986,547,1071,548]
car-item: 5-Seater OVERLAND, Model 90, Country Club Model; £225. [254,1648,424,1673]
ad-headline: CARS FOR SALE. [296,1475,425,1492]
whites-advert [477,80,690,786]
ad-text: Here they are in a big variety and superb quality, everybody asking for them; they wash well, wear well and give every satisfaction. Newest designs now. [489,178,677,276]
column-rule [1584,80,1586,1988]
article-text: The Prime Minister's programme for to-day is:—10 a.m.—Deputations. 12 noon—Guest of the Taranaki Chamber of Commerce at lunch. 1.30 p.m.—Address an open-air meeting at Waiwaka Park. 3 p.m.—Address at Inglewood. 8 p.m.—Speech at Stratford Town Hall. [1367,292,1580,381]
divider [700,171,912,173]
ad-text: McLEAN STREET, [102,1422,198,1434]
ad-text: GREAT VALUE. [97,434,203,450]
divider [1651,458,1733,459]
ad-text: of satisfactory purchase centres on one consideration— [257,247,464,273]
column-2 [254,80,467,1988]
article-text: The New Plymouth Borough Council officials state there was an error in the figures supplied respecting the tramway takings for the past seven months. An additional amount of £474 18s. proceeds of fares already taken has been included, bringing the total for the period to £10,562 14s 7d, or £603 15s less than for the same seven months of last year. It is expected that a substantial part of this decrease will be made up during the coming season. [922,1389,1135,1543]
